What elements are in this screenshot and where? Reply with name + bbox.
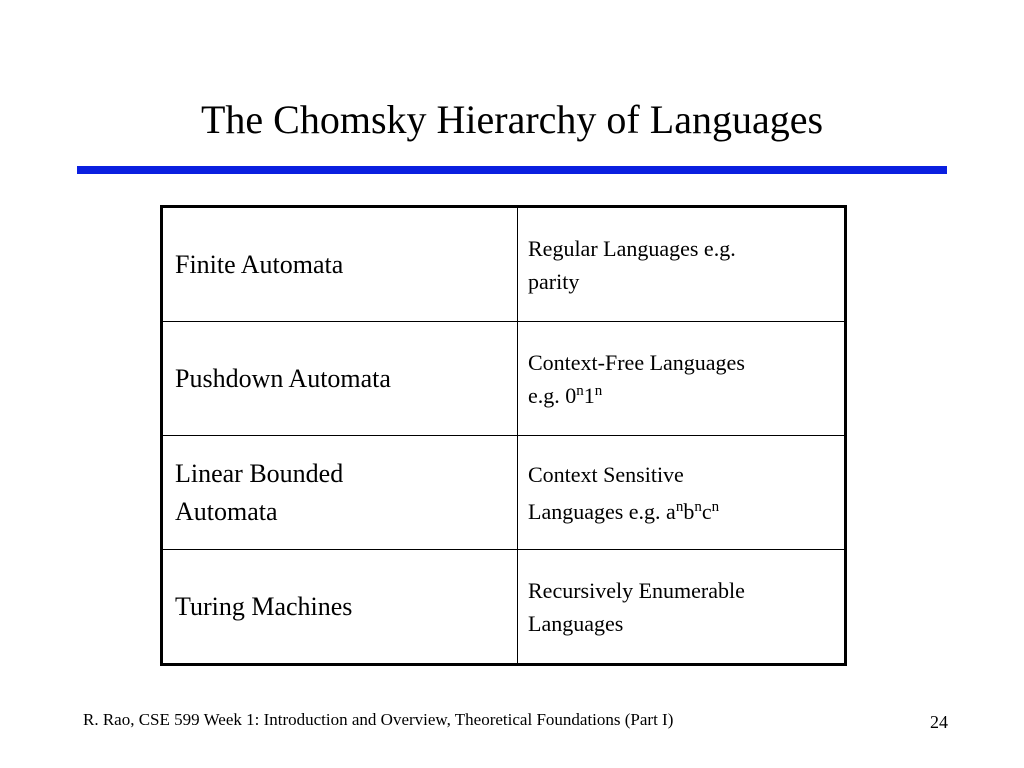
superscript: n: [576, 383, 584, 399]
machine-cell: [162, 322, 518, 436]
language-cell: [518, 322, 846, 436]
table-row: [162, 322, 846, 436]
hierarchy-table: [160, 205, 847, 666]
slide-footer: R. Rao, CSE 599 Week 1: Introduction and Overview, Theoretical Foundations (Part I): [83, 710, 674, 729]
language-cell: [518, 436, 846, 550]
superscript: n: [694, 499, 702, 515]
superscript: n: [711, 499, 720, 515]
table-row: [162, 436, 846, 550]
title-underline-bar: [77, 166, 947, 174]
language-line: Languages: [528, 611, 624, 636]
slide-title: The Chomsky Hierarchy of Languages: [200, 97, 824, 142]
language-line: Recursively Enumerable: [528, 578, 745, 603]
language-line: Regular Languages e.g.: [528, 236, 736, 261]
language-line: parity: [528, 269, 580, 294]
superscript: n: [675, 499, 684, 515]
page-number: 24: [930, 712, 948, 732]
table-row: [162, 207, 846, 322]
language-cell: [518, 550, 846, 665]
machine-label: Finite Automata: [175, 249, 344, 279]
machine-label: Pushdown Automata: [175, 363, 391, 393]
language-line: Languages e.g. $a^nb^nc^n$: [528, 499, 720, 524]
machine-label: Automata: [175, 496, 278, 526]
language-line: Context Sensitive: [528, 462, 684, 487]
language-line: Context-Free Languages: [528, 350, 745, 375]
machine-cell: [162, 207, 518, 322]
superscript: n: [594, 383, 603, 399]
machine-cell: [162, 436, 518, 550]
title-underline: [77, 166, 947, 174]
language-line: e.g. 0$^n$1$^n$: [528, 383, 603, 408]
language-cell: [518, 207, 846, 322]
machine-label: Linear Bounded: [175, 458, 344, 488]
machine-cell: [162, 550, 518, 665]
machine-label: Turing Machines: [175, 591, 353, 621]
table-row: [162, 550, 846, 665]
